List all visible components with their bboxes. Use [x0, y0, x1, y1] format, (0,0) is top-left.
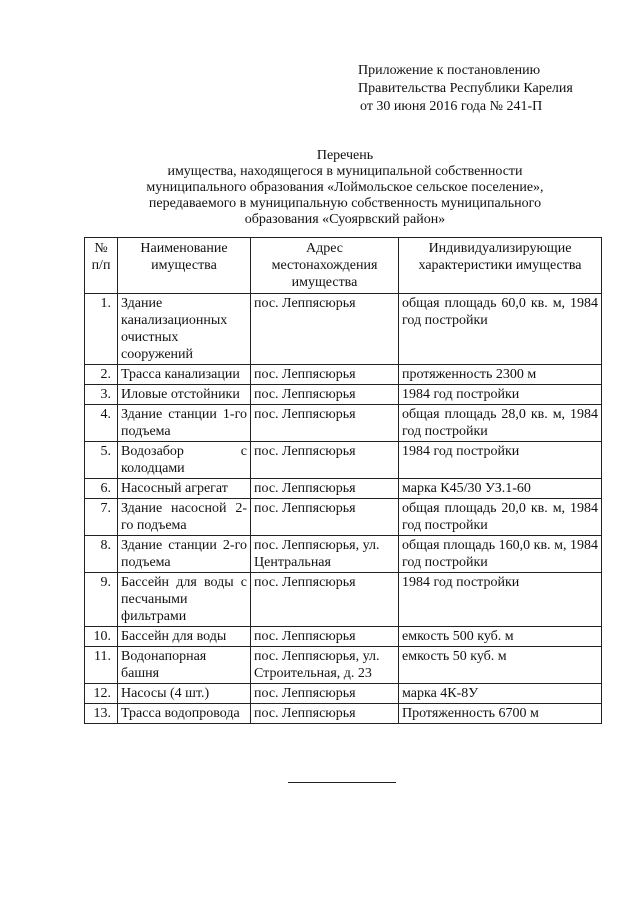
- cell-num: 12.: [85, 684, 118, 704]
- header-characteristics: Индивидуализирующие характеристики имущества: [399, 238, 602, 294]
- title-line: образования «Суоярвский район»: [244, 212, 446, 227]
- cell-characteristics: общая площадь 20,0 кв. м, 1984 год постройки: [399, 499, 602, 536]
- table-row: [85, 647, 602, 684]
- cell-name: Трасса водопровода: [118, 704, 251, 724]
- cell-num: 8.: [85, 536, 118, 573]
- cell-address: пос. Леппясюрья: [251, 684, 399, 704]
- cell-address: пос. Леппясюрья: [251, 405, 399, 442]
- header-name: Наименование имущества: [118, 238, 251, 294]
- table-row: [85, 365, 602, 385]
- cell-num: 7.: [85, 499, 118, 536]
- cell-name: Бассейн для воды с песчаными фильтрами: [118, 573, 251, 627]
- cell-characteristics: общая площадь 28,0 кв. м, 1984 год постройки: [399, 405, 602, 442]
- cell-num: 5.: [85, 442, 118, 479]
- cell-name: Водозабор с колодцами: [118, 442, 251, 479]
- cell-address: пос. Леппясюрья: [251, 385, 399, 405]
- closing-line: [288, 782, 396, 783]
- cell-characteristics: общая площадь 160,0 кв. м, 1984 год постройки: [399, 536, 602, 573]
- table-row: [85, 294, 602, 365]
- cell-characteristics: 1984 год постройки: [399, 385, 602, 405]
- cell-name: Здание станции 2-го подъема: [118, 536, 251, 573]
- cell-num: 9.: [85, 573, 118, 627]
- cell-characteristics: 1984 год постройки: [399, 442, 602, 479]
- cell-address: пос. Леппясюрья: [251, 365, 399, 385]
- cell-num: 2.: [85, 365, 118, 385]
- cell-num: 13.: [85, 704, 118, 724]
- cell-characteristics: марка К45/30 УЗ.1-60: [399, 479, 602, 499]
- appendix-line: от 30 июня 2016 года № 241-П: [360, 99, 543, 114]
- cell-characteristics: емкость 500 куб. м: [399, 627, 602, 647]
- cell-name: Бассейн для воды: [118, 627, 251, 647]
- table-row: [85, 536, 602, 573]
- cell-address: пос. Леппясюрья: [251, 704, 399, 724]
- table-row: [85, 684, 602, 704]
- cell-name: Трасса канализации: [118, 365, 251, 385]
- table-row: [85, 385, 602, 405]
- document-title: [90, 148, 600, 228]
- header-num: № п/п: [85, 238, 118, 294]
- cell-address: пос. Леппясюрья, ул. Центральная: [251, 536, 399, 573]
- table-row: [85, 704, 602, 724]
- title-line: муниципального образования «Лоймольское сельское поселение»,: [146, 180, 544, 195]
- cell-address: пос. Леппясюрья: [251, 573, 399, 627]
- cell-address: пос. Леппясюрья: [251, 627, 399, 647]
- title-line: Перечень: [316, 148, 374, 163]
- table-row: [85, 479, 602, 499]
- cell-num: 11.: [85, 647, 118, 684]
- cell-name: Насосный агрегат: [118, 479, 251, 499]
- appendix-line: Приложение к постановлению: [358, 63, 541, 78]
- table-row: [85, 442, 602, 479]
- cell-name: Здание канализационных очистных сооружений: [118, 294, 251, 365]
- table-row: [85, 499, 602, 536]
- property-table: [84, 237, 602, 724]
- cell-num: 4.: [85, 405, 118, 442]
- cell-name: Здание насосной 2-го подъема: [118, 499, 251, 536]
- cell-characteristics: протяженность 2300 м: [399, 365, 602, 385]
- header-address: Адрес местонахождения имущества: [251, 238, 399, 294]
- table-row: [85, 573, 602, 627]
- cell-address: пос. Леппясюрья: [251, 479, 399, 499]
- appendix-line: Правительства Республики Карелия: [358, 81, 573, 96]
- table-row: [85, 627, 602, 647]
- cell-num: 1.: [85, 294, 118, 365]
- cell-characteristics: 1984 год постройки: [399, 573, 602, 627]
- table-header-row: [85, 238, 602, 294]
- cell-name: Здание станции 1-го подъема: [118, 405, 251, 442]
- cell-name: Насосы (4 шт.): [118, 684, 251, 704]
- cell-num: 6.: [85, 479, 118, 499]
- cell-characteristics: емкость 50 куб. м: [399, 647, 602, 684]
- cell-name: Водонапорная башня: [118, 647, 251, 684]
- appendix-block: [358, 62, 573, 116]
- cell-address: пос. Леппясюрья, ул. Строительная, д. 23: [251, 647, 399, 684]
- cell-name: Иловые отстойники: [118, 385, 251, 405]
- cell-address: пос. Леппясюрья: [251, 294, 399, 365]
- cell-characteristics: Протяженность 6700 м: [399, 704, 602, 724]
- title-line: передаваемого в муниципальную собственность муниципального: [148, 196, 542, 211]
- cell-characteristics: общая площадь 60,0 кв. м, 1984 год постройки: [399, 294, 602, 365]
- cell-address: пос. Леппясюрья: [251, 499, 399, 536]
- cell-characteristics: марка 4К-8У: [399, 684, 602, 704]
- title-line: имущества, находящегося в муниципальной собственности: [167, 164, 523, 179]
- cell-num: 3.: [85, 385, 118, 405]
- cell-num: 10.: [85, 627, 118, 647]
- cell-address: пос. Леппясюрья: [251, 442, 399, 479]
- table-row: [85, 405, 602, 442]
